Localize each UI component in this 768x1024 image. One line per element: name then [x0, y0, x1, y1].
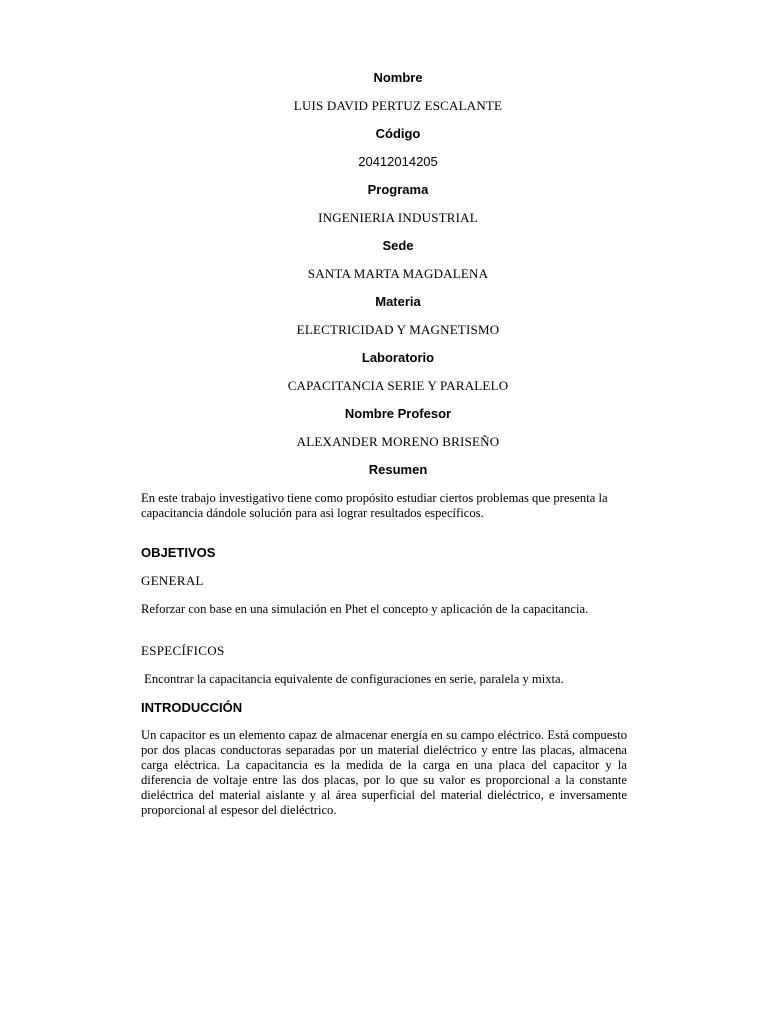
materia-value: ELECTRICIDAD Y MAGNETISMO [296, 322, 500, 337]
general-label: GENERAL [141, 573, 204, 588]
general-text: Reforzar con base en una simulación en Phet el concepto y aplicación de la capacitancia. [141, 602, 589, 616]
introduccion-heading: INTRODUCCIÓN [141, 700, 243, 715]
objetivos-heading: OBJETIVOS [141, 545, 216, 560]
especificos-text: Encontrar la capacitancia equivalente de configuraciones en serie, paralela y mixta. [141, 672, 564, 686]
laboratorio-label: Laboratorio [361, 350, 435, 365]
nombre-value: LUIS DAVID PERTUZ ESCALANTE [293, 98, 503, 113]
laboratorio-value: CAPACITANCIA SERIE Y PARALELO [287, 378, 509, 393]
codigo-value: 20412014205 [358, 154, 438, 169]
programa-label: Programa [367, 182, 429, 197]
sede-value: SANTA MARTA MAGDALENA [307, 266, 489, 281]
introduccion-text: Un capacitor es un elemento capaz de almacenar energía en su campo eléctrico. Está compuesto por dos placas conductoras separadas por un material dieléctrico y entre las placas, almacena carga eléctrica. La capacitancia es la medida de la carga en una placa del capacitor y la diferencia de voltaje entre las dos placas, por lo que su valor es proporcional a la constante dieléctrica del material aislante y al área superficial del material dieléctrico, e inversamente proporcional al espesor del dieléctrico. [141, 728, 627, 817]
especificos-label: ESPECÍFICOS [141, 643, 225, 658]
sede-label: Sede [382, 238, 414, 253]
profesor-label: Nombre Profesor [344, 406, 452, 421]
resumen-label: Resumen [368, 462, 428, 477]
materia-label: Materia [375, 294, 421, 309]
programa-value: INGENIERIA INDUSTRIAL [318, 210, 478, 225]
resumen-text: En este trabajo investigativo tiene como propósito estudiar ciertos problemas que presenta la capacitancia dándole solución para asi lograr resultados específicos. [141, 491, 608, 520]
nombre-label: Nombre [373, 70, 423, 85]
profesor-value: ALEXANDER MORENO BRISEÑO [296, 434, 500, 449]
codigo-label: Código [375, 126, 421, 141]
